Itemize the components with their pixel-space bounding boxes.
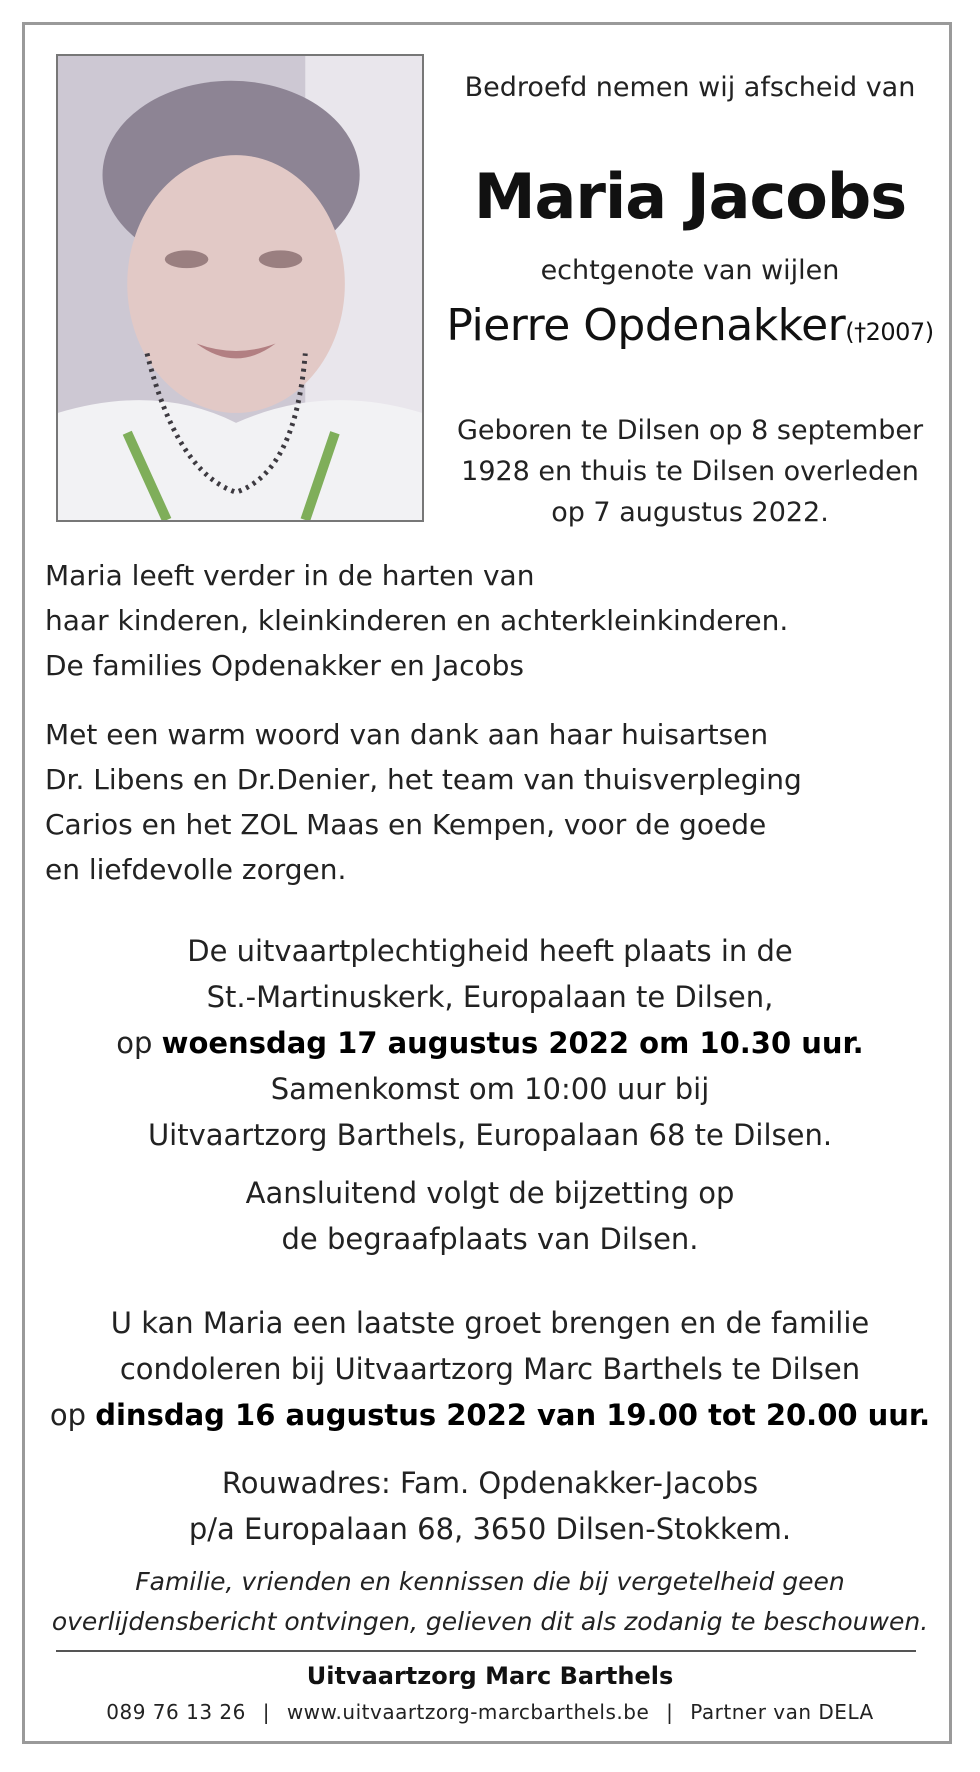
spouse-relation: echtgenote van wijlen [540,255,840,286]
remembrance-line-2: haar kinderen, kleinkinderen en achterkleinkinderen. [45,604,789,637]
ceremony-line-4: Samenkomst om 10:00 uur bij [270,1072,710,1106]
birth-line-3: op 7 augustus 2022. [551,497,829,528]
visitation-date: dinsdag 16 augustus 2022 van 19.00 tot 20.00 uur. [95,1398,931,1432]
footer-partner: Partner van DELA [690,1700,874,1724]
deceased-name: Maria Jacobs [473,160,907,233]
visitation-line-2: condoleren bij Uitvaartzorg Marc Barthels te Dilsen [119,1352,861,1386]
thanks-line-1: Met een warm woord van dank aan haar huisartsen [45,718,769,751]
footer-contact [40,1700,940,1724]
notice-note [40,1562,940,1642]
footer-website: www.uitvaartzorg-marcbarthels.be [286,1700,650,1724]
ceremony-line-2: St.-Martinuskerk, Europalaan te Dilsen, [206,980,774,1014]
footer-phone: 089 76 13 26 [106,1700,246,1724]
burial-line-2: de begraafplaats van Dilsen. [281,1222,699,1256]
burial-line-1: Aansluitend volgt de bijzetting op [245,1176,735,1210]
birth-line-1: Geboren te Dilsen op 8 september [456,415,924,446]
visitation-line-3 [40,1392,940,1438]
remembrance-line-1: Maria leeft verder in de harten van [45,559,535,592]
visitation-date-prefix: op [49,1398,96,1432]
ceremony-line-3 [40,1020,940,1066]
thanks-line-2: Dr. Libens en Dr.Denier, het team van thuisverpleging [45,763,802,796]
birth-death-details [440,410,940,533]
note-line-1: Familie, vrienden en kennissen die bij vergetelheid geen [135,1567,845,1596]
thanks-line-4: en liefdevolle zorgen. [45,853,347,886]
spouse-line [440,300,940,351]
ceremony-date-prefix: op [116,1026,162,1060]
spouse-name: Pierre Opdenakker [446,300,846,351]
families-line: De families Opdenakker en Jacobs [45,649,524,682]
thanks-line-3: Carios en het ZOL Maas en Kempen, voor de goede [45,808,767,841]
funeral-home-name: Uitvaartzorg Marc Barthels [306,1662,674,1690]
visitation-line-1: U kan Maria een laatste groet brengen en de familie [110,1306,870,1340]
address-line-2: p/a Europalaan 68, 3650 Dilsen-Stokkem. [188,1512,792,1546]
portrait-photo [56,54,424,522]
portrait-image [58,56,422,520]
footer-separator: | [262,1700,270,1724]
thanks-paragraph [45,712,945,892]
intro-text: Bedroefd nemen wij afscheid van [464,72,916,103]
note-line-2: overlijdensbericht ontvingen, gelieven dit als zodanig te beschouwen. [51,1607,929,1636]
visitation-block [40,1300,940,1438]
address-line-1: Rouwadres: Fam. Opdenakker-Jacobs [221,1466,759,1500]
footer-divider [56,1650,916,1652]
ceremony-block [40,928,940,1158]
address-block [40,1460,940,1552]
ceremony-line-1: De uitvaartplechtigheid heeft plaats in de [187,934,793,968]
ceremony-date: woensdag 17 augustus 2022 om 10.30 uur. [161,1026,864,1060]
birth-line-2: 1928 en thuis te Dilsen overleden [461,456,919,487]
ceremony-line-5: Uitvaartzorg Barthels, Europalaan 68 te Dilsen. [147,1118,833,1152]
footer-separator: | [666,1700,674,1724]
burial-block [40,1170,940,1262]
spouse-death-year: (†2007) [845,318,934,346]
